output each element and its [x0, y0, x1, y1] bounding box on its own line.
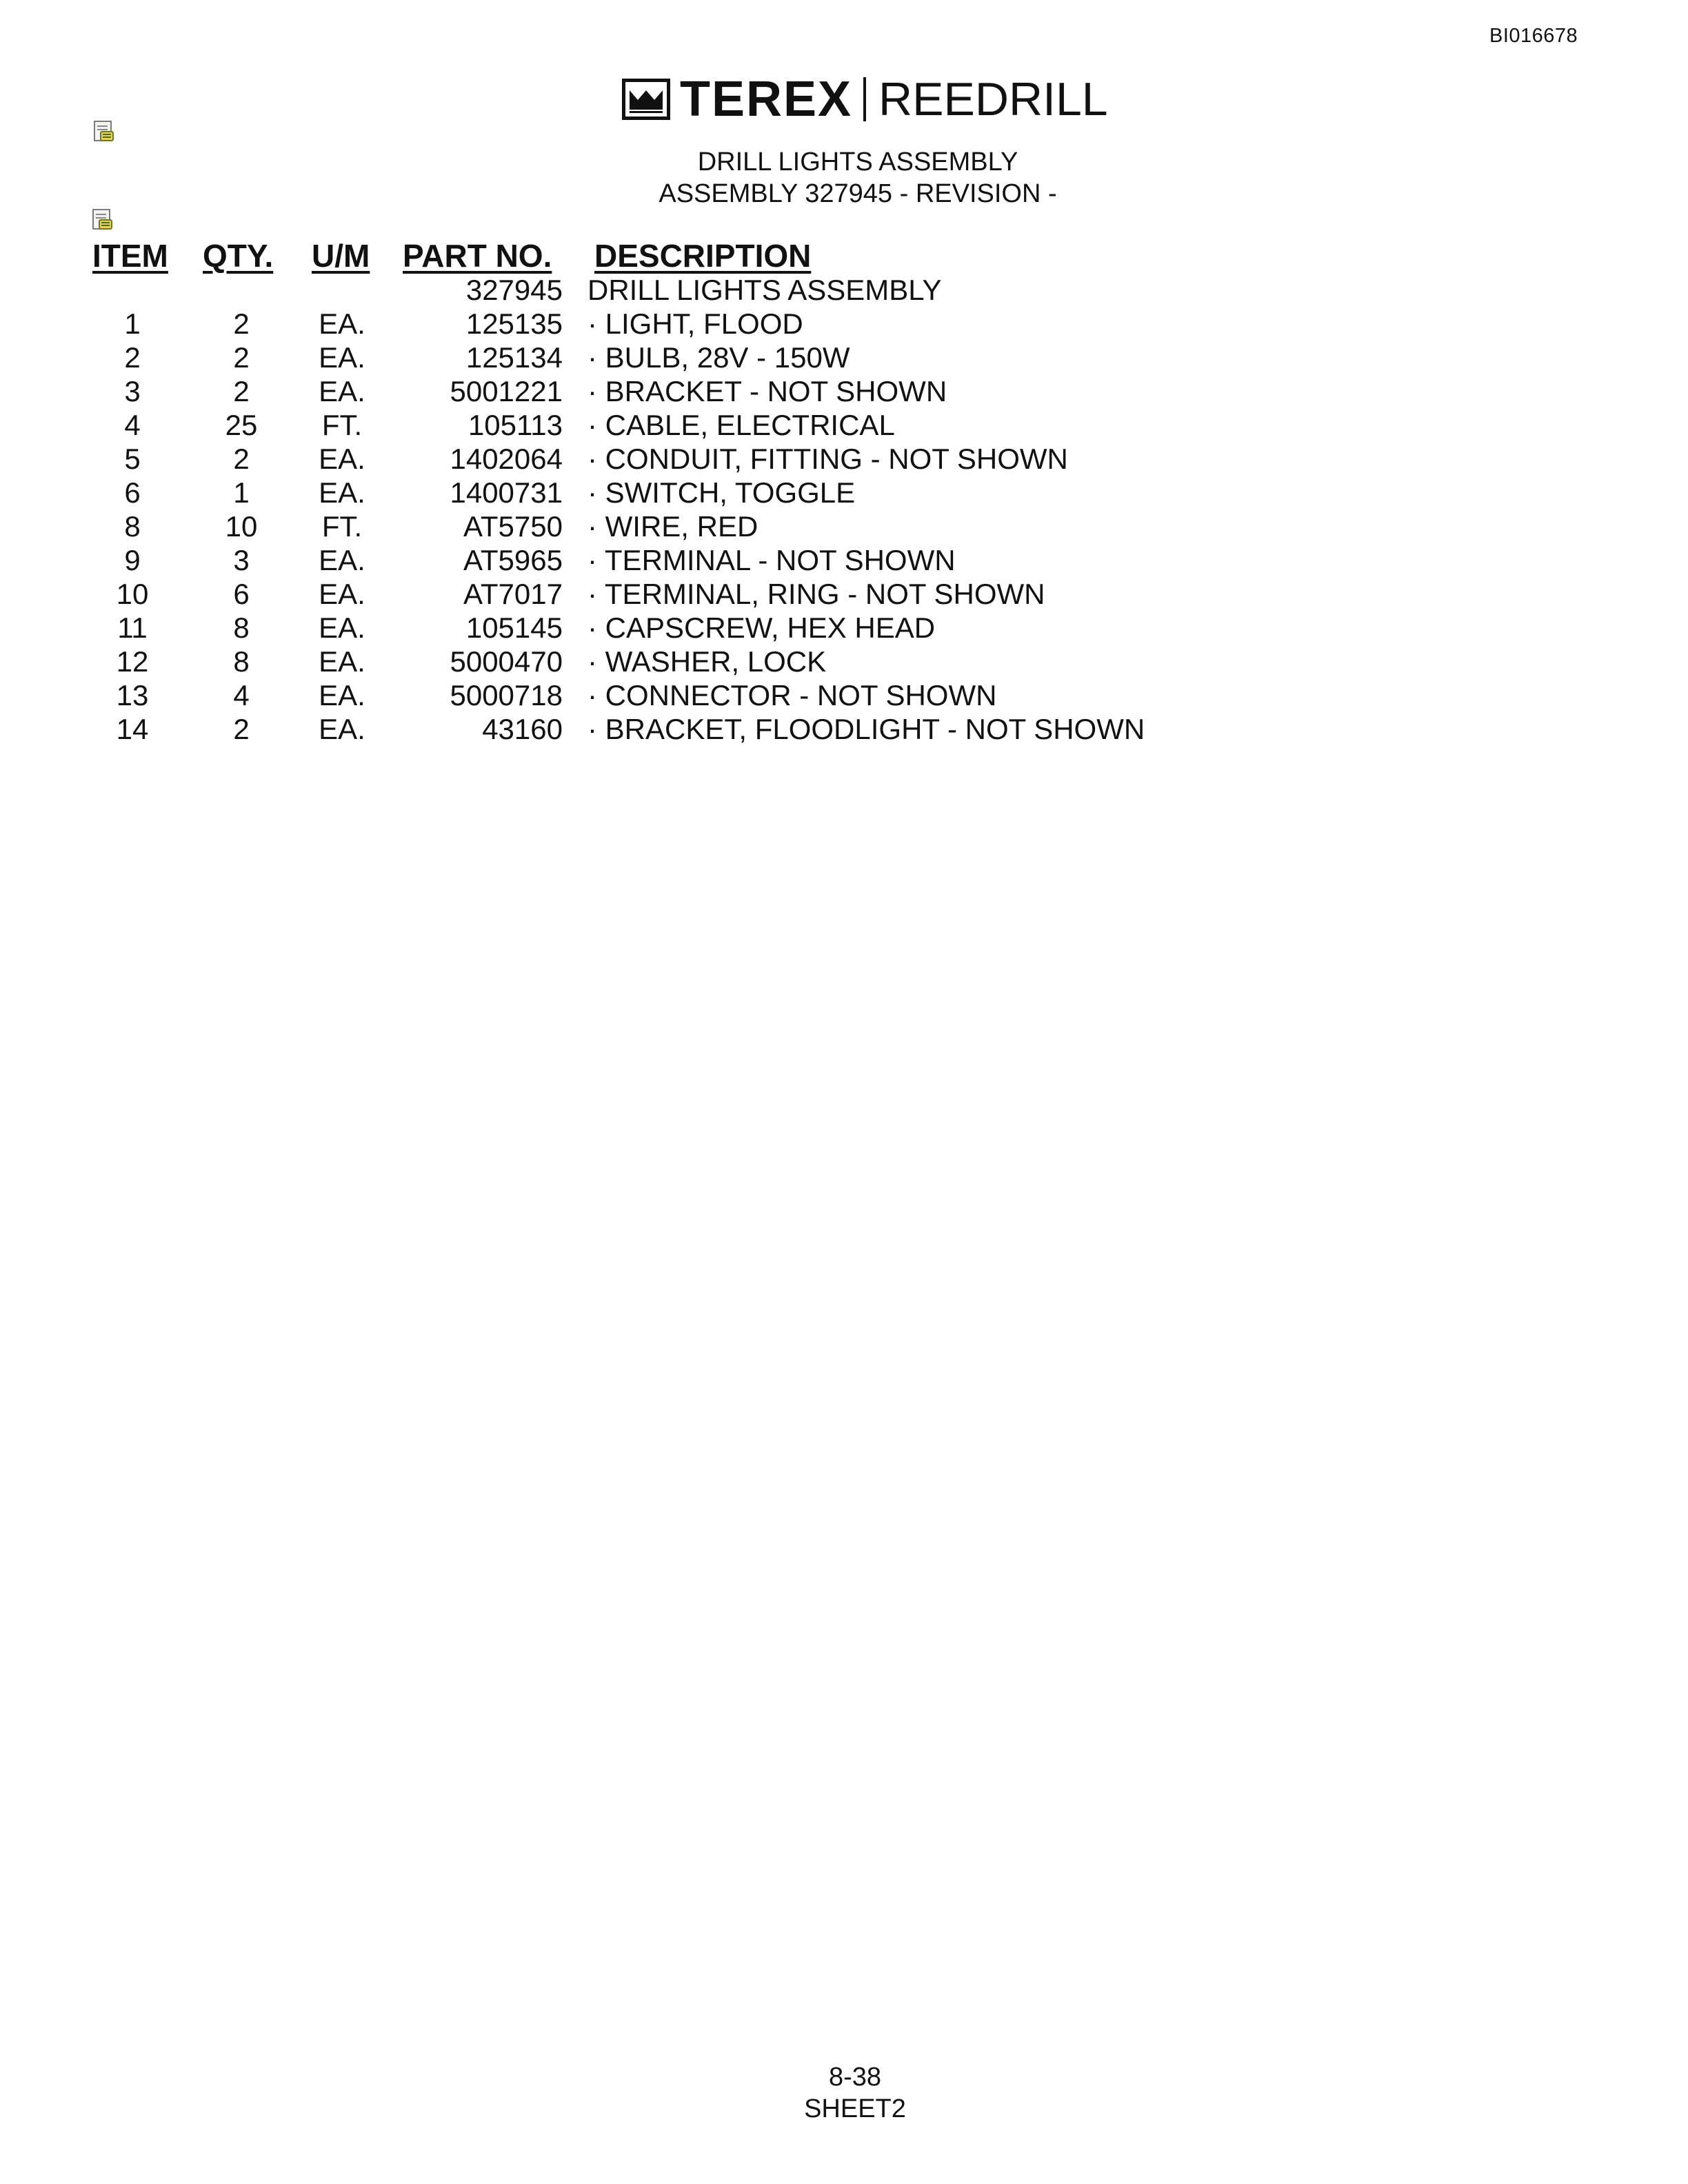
cell-description: · CONNECTOR - NOT SHOWN: [587, 679, 997, 711]
cell-qty: 8: [233, 645, 250, 678]
cell-qty: 1: [233, 476, 250, 509]
cell-description: DRILL LIGHTS ASSEMBLY: [587, 274, 942, 306]
cell-um: EA.: [319, 679, 365, 711]
cell-description: · SWITCH, TOGGLE: [587, 476, 856, 509]
logo-sub: REEDRILL: [878, 73, 1108, 125]
cell-um: FT.: [321, 510, 363, 543]
sheet-label: SHEET2: [804, 2094, 906, 2123]
cell-part-no: 105145: [465, 611, 563, 644]
cell-um: EA.: [319, 443, 365, 475]
terex-reedrill-logo: [622, 73, 1108, 125]
cell-description: · LIGHT, FLOOD: [587, 307, 803, 340]
cell-item: 3: [124, 375, 141, 407]
table-row: [0, 509, 1688, 543]
parts-table-body: [0, 273, 1688, 746]
cell-qty: 3: [233, 544, 250, 576]
cell-part-no: AT5750: [463, 510, 563, 543]
cell-item: 2: [124, 341, 141, 374]
page-number: 8-38: [828, 2063, 882, 2092]
cell-part-no: AT7017: [463, 578, 563, 610]
cell-qty: 10: [225, 510, 258, 543]
cell-item: 4: [124, 409, 141, 441]
table-row: [0, 543, 1688, 577]
cell-item: 14: [116, 713, 149, 745]
cell-um: EA.: [319, 341, 365, 374]
cell-qty: 2: [233, 307, 250, 340]
cell-description: · CAPSCREW, HEX HEAD: [587, 611, 936, 644]
cell-part-no: 125134: [465, 341, 563, 374]
cell-part-no: 5000718: [450, 679, 563, 711]
cell-description: · WASHER, LOCK: [587, 645, 827, 678]
cell-qty: 4: [233, 679, 250, 711]
cell-item: 13: [116, 679, 149, 711]
cell-um: EA.: [319, 578, 365, 610]
cell-description: · BULB, 28V - 150W: [587, 341, 850, 374]
page-footer: [0, 2061, 1688, 2125]
table-row: [0, 577, 1688, 611]
parts-table-header: [0, 237, 1688, 274]
table-row: [0, 678, 1688, 712]
header-description: DESCRIPTION: [594, 238, 812, 274]
assembly-title: [0, 146, 1688, 210]
table-row: [0, 307, 1688, 341]
cell-um: EA.: [319, 645, 365, 678]
logo-brand: TEREX: [680, 72, 853, 127]
table-row: [0, 408, 1688, 442]
cell-part-no: 5000470: [450, 645, 563, 678]
cell-part-no: AT5965: [463, 544, 563, 576]
cell-part-no: 1402064: [450, 443, 563, 475]
cell-item: 9: [124, 544, 141, 576]
cell-item: 1: [124, 307, 141, 340]
cell-item: 5: [124, 443, 141, 475]
table-row: [0, 374, 1688, 408]
cell-um: EA.: [319, 375, 365, 407]
cell-qty: 8: [233, 611, 250, 644]
cell-part-no: 1400731: [450, 476, 563, 509]
cell-part-no: 5001221: [450, 375, 563, 407]
cell-part-no: 43160: [482, 713, 563, 745]
cell-um: EA.: [319, 611, 365, 644]
cell-description: · TERMINAL - NOT SHOWN: [587, 544, 956, 576]
cell-description: · TERMINAL, RING - NOT SHOWN: [587, 578, 1045, 610]
header-um: U/M: [312, 238, 370, 274]
cell-description: · CONDUIT, FITTING - NOT SHOWN: [587, 443, 1068, 475]
attachment-note-icon[interactable]: [91, 208, 114, 232]
header-qty: QTY.: [203, 238, 274, 274]
header-part-no: PART NO.: [403, 238, 552, 274]
cell-description: · WIRE, RED: [587, 510, 758, 543]
cell-qty: 2: [233, 713, 250, 745]
cell-description: · BRACKET - NOT SHOWN: [587, 375, 947, 407]
document-id: BI016678: [1489, 25, 1578, 47]
assembly-title-line-1: DRILL LIGHTS ASSEMBLY: [697, 148, 1018, 176]
table-row: [0, 341, 1688, 374]
cell-qty: 25: [225, 409, 258, 441]
cell-um: EA.: [319, 713, 365, 745]
cell-um: EA.: [319, 476, 365, 509]
attachment-note-icon[interactable]: [92, 120, 116, 143]
table-row: [0, 476, 1688, 509]
cell-item: 11: [117, 611, 148, 644]
cell-qty: 2: [233, 341, 250, 374]
table-row: [0, 611, 1688, 645]
cell-part-no: 105113: [468, 409, 563, 441]
cell-part-no: 125135: [465, 307, 563, 340]
cell-item: 10: [116, 578, 149, 610]
table-row: [0, 712, 1688, 746]
table-row: [0, 273, 1688, 307]
cell-qty: 6: [233, 578, 250, 610]
assembly-title-line-2: ASSEMBLY 327945 - REVISION -: [659, 179, 1057, 208]
header-item: ITEM: [92, 238, 168, 274]
cell-item: 6: [124, 476, 141, 509]
cell-description: · BRACKET, FLOODLIGHT - NOT SHOWN: [587, 713, 1145, 745]
cell-part-no: 327945: [465, 274, 563, 306]
cell-um: EA.: [319, 544, 365, 576]
cell-qty: 2: [233, 443, 250, 475]
table-row: [0, 442, 1688, 476]
logo-divider: [863, 77, 866, 121]
cell-um: FT.: [321, 409, 363, 441]
cell-um: EA.: [319, 307, 365, 340]
cell-description: · CABLE, ELECTRICAL: [587, 409, 895, 441]
cell-qty: 2: [233, 375, 250, 407]
cell-item: 12: [116, 645, 149, 678]
table-row: [0, 645, 1688, 678]
terex-crown-icon: [622, 79, 670, 120]
cell-item: 8: [124, 510, 141, 543]
